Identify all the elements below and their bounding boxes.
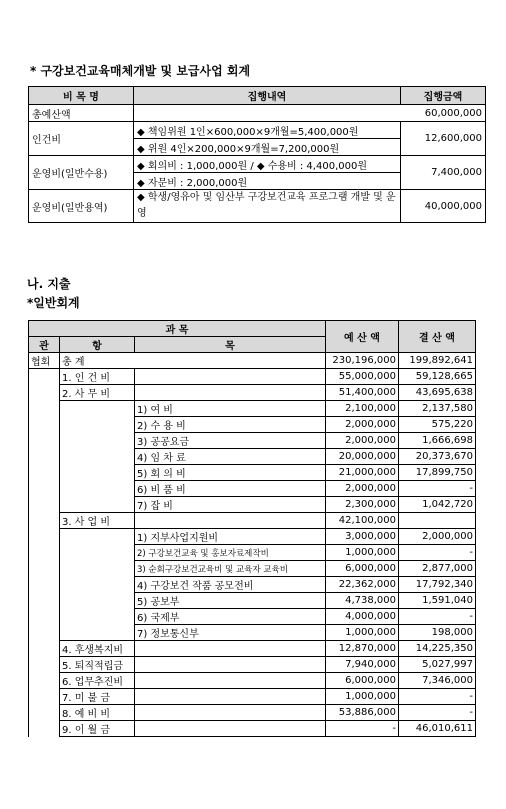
row-amount: 12,600,000 <box>401 122 486 156</box>
row-mok <box>135 721 326 737</box>
row-settle: 1,591,040 <box>399 593 476 609</box>
row-settle: 2,137,580 <box>399 401 476 417</box>
row-hang: 5. 퇴직적립금 <box>60 657 135 673</box>
table-row <box>29 385 476 401</box>
table-row <box>29 122 486 139</box>
row-hang <box>60 465 135 481</box>
row-hang: 2. 사 무 비 <box>60 385 135 401</box>
row-name: 운영비(일반수용) <box>29 156 134 190</box>
table-row <box>29 369 476 385</box>
row-budget: 2,100,000 <box>326 401 399 417</box>
row-budget: 3,000,000 <box>326 529 399 545</box>
row-hang: 7. 미 불 금 <box>60 689 135 705</box>
row-budget: 51,400,000 <box>326 385 399 401</box>
row-budget: 2,000,000 <box>326 481 399 497</box>
table-row <box>29 481 476 497</box>
row-amount: 7,400,000 <box>401 156 486 190</box>
row-settle: - <box>399 481 476 497</box>
row-hang <box>60 497 135 513</box>
total-settle: 199,892,641 <box>399 353 476 369</box>
row-item: ◆ 책임위원 1인×600,000×9개월=5,400,000원 <box>134 122 401 139</box>
row-hang <box>60 561 135 577</box>
row-settle: 2,877,000 <box>399 561 476 577</box>
table-row <box>29 705 476 721</box>
table-row <box>29 449 476 465</box>
row-hang <box>60 449 135 465</box>
row-gwan <box>29 689 60 705</box>
row-budget: 12,870,000 <box>326 641 399 657</box>
table-row <box>29 641 476 657</box>
row-settle: 20,373,670 <box>399 449 476 465</box>
row-budget: 6,000,000 <box>326 673 399 689</box>
row-settle: 14,225,350 <box>399 641 476 657</box>
table-row <box>29 513 476 529</box>
section1-title: * 구강보건교육매체개발 및 보급사업 회계 <box>30 64 251 78</box>
row-hang <box>60 545 135 561</box>
row-gwan <box>29 401 60 417</box>
row-settle: - <box>399 545 476 561</box>
row-budget: 4,738,000 <box>326 593 399 609</box>
row-item: ◆ 자문비 : 2,000,000원 <box>134 173 401 190</box>
row-mok <box>135 705 326 721</box>
row-hang: 3. 사 업 비 <box>60 513 135 529</box>
table-row <box>29 721 476 737</box>
row-gwan <box>29 513 60 529</box>
row-settle: 43,695,638 <box>399 385 476 401</box>
row-settle: 17,899,750 <box>399 465 476 481</box>
table-row <box>29 465 476 481</box>
row-mok: 4) 임 차 료 <box>135 449 326 465</box>
row-mok: 5) 회 의 비 <box>135 465 326 481</box>
table-row <box>29 577 476 593</box>
row-budget: 21,000,000 <box>326 465 399 481</box>
row-settle: 17,792,340 <box>399 577 476 593</box>
header-mok: 목 <box>135 337 326 353</box>
table-row <box>29 561 476 577</box>
row-gwan <box>29 481 60 497</box>
row-gwan <box>29 561 60 577</box>
row-budget: 22,362,000 <box>326 577 399 593</box>
row-amount: 40,000,000 <box>401 190 486 223</box>
row-mok <box>135 369 326 385</box>
row-settle: 575,220 <box>399 417 476 433</box>
table-header-row <box>29 321 476 337</box>
header-group: 과 목 <box>29 321 326 337</box>
row-budget: 1,000,000 <box>326 625 399 641</box>
table-row <box>29 689 476 705</box>
total-amount: 60,000,000 <box>134 105 486 122</box>
row-settle: 7,346,000 <box>399 673 476 689</box>
row-hang <box>60 417 135 433</box>
total-label: 총예산액 <box>29 105 134 122</box>
total-label: 총 계 <box>60 353 326 369</box>
table-row <box>29 417 476 433</box>
table-row <box>29 156 486 173</box>
row-budget: 2,000,000 <box>326 417 399 433</box>
row-mok: 3) 순회구강보건교육비 및 교육자 교육비 <box>135 561 326 577</box>
table-row <box>29 545 476 561</box>
row-hang <box>60 401 135 417</box>
table-row <box>29 497 476 513</box>
row-budget: 2,000,000 <box>326 433 399 449</box>
row-mok: 6) 국제부 <box>135 609 326 625</box>
row-budget: 6,000,000 <box>326 561 399 577</box>
row-hang <box>60 481 135 497</box>
row-budget: 1,000,000 <box>326 545 399 561</box>
table-row <box>29 190 486 223</box>
row-gwan <box>29 449 60 465</box>
row-mok: 7) 정보통신부 <box>135 625 326 641</box>
row-mok <box>135 385 326 401</box>
col-header-detail: 집행내역 <box>134 87 401 105</box>
expenditure-rows <box>29 369 476 737</box>
row-mok <box>135 657 326 673</box>
row-settle: 5,027,997 <box>399 657 476 673</box>
header-settle: 결 산 액 <box>399 321 476 353</box>
row-mok: 6) 비 품 비 <box>135 481 326 497</box>
row-gwan <box>29 609 60 625</box>
row-settle: 1,666,698 <box>399 433 476 449</box>
col-header-name: 비 목 명 <box>29 87 134 105</box>
row-budget: 7,940,000 <box>326 657 399 673</box>
table-row <box>29 401 476 417</box>
table-row <box>29 593 476 609</box>
row-settle <box>399 513 476 529</box>
section2-title: 나. 지출 <box>27 277 71 291</box>
row-mok: 1) 지부사업지원비 <box>135 529 326 545</box>
row-gwan <box>29 465 60 481</box>
row-hang <box>60 529 135 545</box>
row-name: 인건비 <box>29 122 134 156</box>
row-hang <box>60 609 135 625</box>
row-hang <box>60 433 135 449</box>
total-budget: 230,196,000 <box>326 353 399 369</box>
table-row <box>29 673 476 689</box>
row-hang <box>60 577 135 593</box>
row-settle: 59,128,665 <box>399 369 476 385</box>
row-budget: 20,000,000 <box>326 449 399 465</box>
row-gwan <box>29 673 60 689</box>
row-gwan <box>29 545 60 561</box>
row-gwan <box>29 417 60 433</box>
row-item: ◆ 회의비 : 1,000,000원 / ◆ 수용비 : 4,400,000원 <box>134 156 401 173</box>
row-gwan <box>29 433 60 449</box>
table-row <box>29 625 476 641</box>
row-settle: 46,010,611 <box>399 721 476 737</box>
row-mok <box>135 689 326 705</box>
table-header-row <box>29 87 486 105</box>
row-budget: 2,300,000 <box>326 497 399 513</box>
row-budget: 53,886,000 <box>326 705 399 721</box>
row-settle: 1,042,720 <box>399 497 476 513</box>
col-header-amount: 집행금액 <box>401 87 486 105</box>
row-mok: 1) 여 비 <box>135 401 326 417</box>
table-row <box>29 433 476 449</box>
row-mok <box>135 641 326 657</box>
project-budget-table <box>28 86 486 223</box>
row-mok: 3) 공공요금 <box>135 433 326 449</box>
row-hang: 8. 예 비 비 <box>60 705 135 721</box>
row-hang: 9. 이 월 금 <box>60 721 135 737</box>
row-item: ◆ 학생/영유아 및 임산부 구강보건교육 프로그램 개발 및 운영 <box>134 190 401 223</box>
row-gwan <box>29 721 60 737</box>
row-settle: 198,000 <box>399 625 476 641</box>
row-settle: 2,000,000 <box>399 529 476 545</box>
row-gwan <box>29 625 60 641</box>
row-gwan <box>29 705 60 721</box>
total-row <box>29 105 486 122</box>
table-row <box>29 657 476 673</box>
row-budget: 1,000,000 <box>326 689 399 705</box>
row-gwan <box>29 577 60 593</box>
row-hang <box>60 593 135 609</box>
row-gwan <box>29 593 60 609</box>
expenditure-table <box>28 320 476 737</box>
row-gwan <box>29 369 60 385</box>
row-budget: 4,000,000 <box>326 609 399 625</box>
row-mok <box>135 673 326 689</box>
row-gwan <box>29 497 60 513</box>
section2-subtitle: *일반회계 <box>27 296 80 310</box>
row-item: ◆ 위원 4인×200,000×9개월=7,200,000원 <box>134 139 401 156</box>
row-mok: 5) 공보부 <box>135 593 326 609</box>
row-budget: - <box>326 721 399 737</box>
row-settle: - <box>399 705 476 721</box>
row-gwan <box>29 641 60 657</box>
row-budget: 42,100,000 <box>326 513 399 529</box>
total-gwan: 협회 <box>29 353 60 369</box>
row-settle: - <box>399 609 476 625</box>
table-row <box>29 609 476 625</box>
row-gwan <box>29 385 60 401</box>
row-budget: 55,000,000 <box>326 369 399 385</box>
row-mok: 7) 잡 비 <box>135 497 326 513</box>
row-mok: 4) 구강보건 작품 공모전비 <box>135 577 326 593</box>
row-settle: - <box>399 689 476 705</box>
total-row <box>29 353 476 369</box>
row-gwan <box>29 657 60 673</box>
header-gwan: 관 <box>29 337 60 353</box>
row-name: 운영비(일반용역) <box>29 190 134 223</box>
row-gwan <box>29 529 60 545</box>
header-budget: 예 산 액 <box>326 321 399 353</box>
row-mok: 2) 구강보건교육 및 홍보자료제작비 <box>135 545 326 561</box>
header-hang: 항 <box>60 337 135 353</box>
table-row <box>29 529 476 545</box>
row-mok <box>135 513 326 529</box>
row-hang: 4. 후생복지비 <box>60 641 135 657</box>
row-hang: 1. 인 건 비 <box>60 369 135 385</box>
row-hang <box>60 625 135 641</box>
row-hang: 6. 업무추진비 <box>60 673 135 689</box>
row-mok: 2) 수 용 비 <box>135 417 326 433</box>
